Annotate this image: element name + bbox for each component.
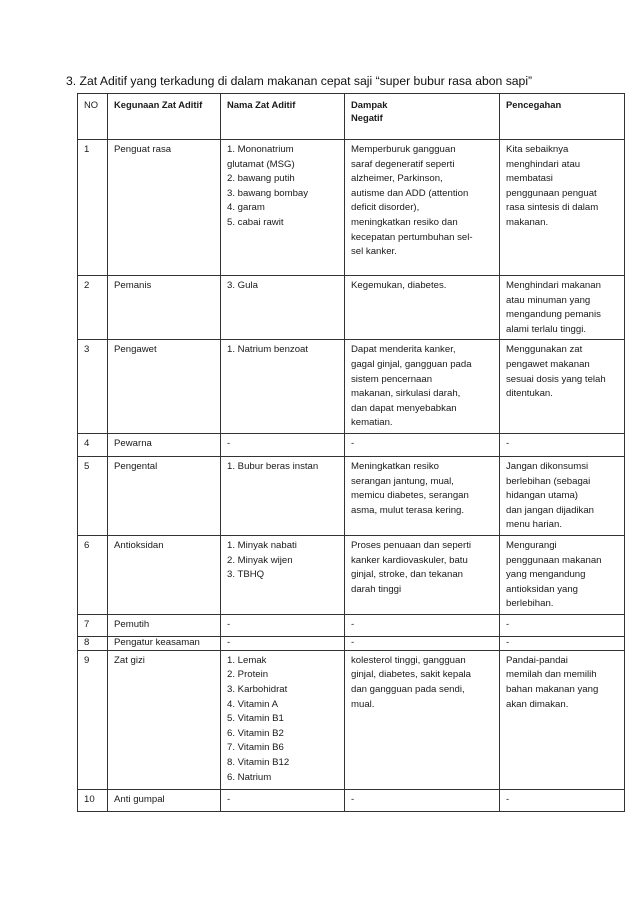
cell-nama-line: 5. cabai rawit (227, 216, 284, 228)
cell-nama-line: 1. Lemak (227, 654, 267, 666)
cell-nama-line: 4. garam (227, 202, 265, 214)
cell-nama (221, 433, 345, 456)
cell-dampak (345, 433, 500, 456)
cell-no: 2 (78, 276, 108, 340)
cell-pencegahan (500, 636, 625, 650)
cell-dampak-line: meningkatkan resiko dan (351, 216, 458, 228)
table-row (78, 140, 625, 276)
cell-dampak (345, 535, 500, 614)
cell-nama (221, 789, 345, 811)
cell-kegunaan: Pemutih (108, 614, 221, 636)
cell-dampak-line: - (351, 793, 355, 805)
cell-pencegahan (500, 340, 625, 434)
cell-dampak-line: - (351, 618, 355, 630)
cell-no: 3 (78, 340, 108, 434)
cell-kegunaan: Pengental (108, 456, 221, 535)
cell-dampak-line: memicu diabetes, serangan (351, 490, 469, 502)
table-row (78, 650, 625, 789)
cell-nama-line: 4. Vitamin A (227, 698, 279, 710)
cell-nama-line: 1. Bubur beras instan (227, 460, 319, 472)
cell-pencegahan-line: - (506, 618, 510, 630)
header-pencegahan: Pencegahan (500, 94, 625, 140)
cell-pencegahan-line: membatasi (506, 173, 553, 185)
cell-dampak (345, 340, 500, 434)
cell-pencegahan-line: alami terlalu tinggi. (506, 323, 586, 335)
cell-dampak-line: asma, mulut terasa kering. (351, 504, 465, 516)
table-row (78, 636, 625, 650)
cell-dampak (345, 636, 500, 650)
cell-nama-line: 2. Protein (227, 669, 269, 681)
cell-nama-line: 2. bawang putih (227, 173, 295, 185)
cell-pencegahan-line: Menghindari makanan (506, 280, 601, 291)
cell-dampak-line: - (351, 437, 355, 449)
header-dampak-line2: Negatif (351, 111, 383, 123)
cell-dampak-line: Dapat menderita kanker, (351, 344, 456, 356)
cell-pencegahan-line: atau minuman yang (506, 294, 591, 306)
cell-nama (221, 614, 345, 636)
cell-no: 5 (78, 456, 108, 535)
cell-dampak-line: Proses penuaan dan seperti (351, 539, 472, 551)
cell-dampak-line: alzheimer, Parkinson, (351, 173, 443, 185)
cell-kegunaan: Anti gumpal (108, 789, 221, 811)
cell-no: 7 (78, 614, 108, 636)
cell-nama-line: - (227, 636, 231, 648)
cell-nama (221, 650, 345, 789)
cell-pencegahan-line: memilah dan memilih (506, 669, 597, 681)
header-no: NO (78, 94, 108, 140)
cell-pencegahan (500, 433, 625, 456)
cell-nama-line: glutamat (MSG) (227, 158, 295, 170)
cell-dampak-line: gagal ginjal, gangguan pada (351, 358, 472, 370)
cell-dampak-line: ginjal, diabetes, sakit kepala (351, 669, 471, 681)
cell-dampak-line: kematian. (351, 417, 393, 429)
cell-dampak-line: sistem pencernaan (351, 373, 433, 385)
cell-no: 1 (78, 140, 108, 276)
cell-no: 8 (78, 636, 108, 650)
cell-pencegahan-line: menu harian. (506, 519, 562, 531)
cell-no: 10 (78, 789, 108, 811)
cell-nama-line: 3. Gula (227, 280, 258, 291)
cell-pencegahan-line: makanan. (506, 216, 549, 228)
cell-dampak-line: Memperburuk gangguan (351, 144, 456, 155)
cell-pencegahan-line: pengawet makanan (506, 358, 590, 370)
cell-dampak-line: mual. (351, 698, 375, 710)
cell-pencegahan (500, 614, 625, 636)
header-dampak-line1: Dampak (351, 99, 388, 110)
cell-pencegahan (500, 140, 625, 276)
cell-kegunaan: Antioksidan (108, 535, 221, 614)
cell-nama (221, 340, 345, 434)
cell-dampak-line: sel kanker. (351, 246, 397, 258)
cell-nama (221, 535, 345, 614)
cell-pencegahan-line: berlebihan (sebagai (506, 475, 591, 487)
cell-pencegahan-line: bahan makanan yang (506, 684, 599, 696)
cell-dampak-line: saraf degeneratif seperti (351, 158, 455, 170)
cell-pencegahan-line: - (506, 636, 510, 648)
cell-kegunaan: Pewarna (108, 433, 221, 456)
cell-pencegahan (500, 650, 625, 789)
cell-kegunaan: Pengawet (108, 340, 221, 434)
cell-nama-line: 7. Vitamin B6 (227, 742, 284, 754)
cell-kegunaan: Penguat rasa (108, 140, 221, 276)
cell-nama-line: - (227, 793, 231, 805)
cell-pencegahan-line: rasa sintesis di dalam (506, 202, 599, 214)
cell-pencegahan-line: antioksidan yang (506, 583, 579, 595)
cell-dampak-line: Meningkatkan resiko (351, 460, 439, 472)
cell-pencegahan-line: berlebihan. (506, 598, 554, 610)
cell-nama-line: 1. Natrium benzoat (227, 344, 309, 356)
cell-pencegahan-line: Pandai-pandai (506, 654, 568, 666)
cell-pencegahan-line: dan jangan dijadikan (506, 504, 595, 516)
cell-dampak-line: makanan, sirkulasi darah, (351, 388, 461, 400)
cell-pencegahan-line: Kita sebaiknya (506, 144, 569, 155)
cell-pencegahan-line: mengandung pemanis (506, 309, 601, 321)
cell-dampak-line: autisme dan ADD (attention (351, 187, 469, 199)
cell-pencegahan-line: Menggunakan zat (506, 344, 583, 356)
cell-pencegahan-line: penggunaan makanan (506, 554, 602, 566)
cell-nama-line: - (227, 618, 231, 630)
table-header-row (78, 94, 625, 140)
cell-nama-line: 1. Minyak nabati (227, 539, 297, 551)
cell-dampak-line: kecepatan pertumbuhan sel- (351, 231, 473, 243)
cell-nama-line: 3. Karbohidrat (227, 684, 288, 696)
cell-nama (221, 276, 345, 340)
section-heading: 3. Zat Aditif yang terkadung di dalam makanan cepat saji “super bubur rasa abon sapi” (66, 74, 533, 88)
table-row (78, 535, 625, 614)
cell-dampak-line: Kegemukan, diabetes. (351, 280, 447, 291)
header-dampak-negatif (345, 94, 500, 140)
cell-nama-line: 3. bawang bombay (227, 187, 309, 199)
cell-nama-line: - (227, 437, 231, 449)
cell-pencegahan-line: - (506, 437, 510, 449)
cell-dampak (345, 789, 500, 811)
cell-dampak-line: dan dapat menyebabkan (351, 402, 457, 414)
cell-kegunaan: Pemanis (108, 276, 221, 340)
cell-nama (221, 140, 345, 276)
cell-pencegahan-line: sesuai dosis yang telah (506, 373, 606, 385)
cell-pencegahan-line: - (506, 793, 510, 805)
cell-nama-line: 8. Vitamin B12 (227, 757, 290, 769)
cell-dampak-line: kanker kardiovaskuler, batu (351, 554, 468, 566)
cell-dampak-line: kolesterol tinggi, gangguan (351, 654, 466, 666)
cell-no: 4 (78, 433, 108, 456)
cell-pencegahan (500, 456, 625, 535)
cell-nama-line: 5. Vitamin B1 (227, 713, 284, 725)
cell-dampak (345, 140, 500, 276)
table-row (78, 276, 625, 340)
cell-nama-line: 1. Mononatrium (227, 144, 294, 155)
cell-pencegahan (500, 789, 625, 811)
table-row (78, 433, 625, 456)
cell-dampak-line: - (351, 636, 355, 648)
cell-dampak-line: darah tinggi (351, 583, 402, 595)
cell-pencegahan-line: Jangan dikonsumsi (506, 460, 589, 472)
header-kegunaan: Kegunaan Zat Aditif (108, 94, 221, 140)
header-nama: Nama Zat Aditif (221, 94, 345, 140)
cell-no: 6 (78, 535, 108, 614)
cell-pencegahan-line: hidangan utama) (506, 490, 579, 502)
cell-dampak (345, 276, 500, 340)
cell-dampak (345, 650, 500, 789)
cell-dampak-line: dan gangguan pada sendi, (351, 684, 465, 696)
cell-nama-line: 2. Minyak wijen (227, 554, 293, 566)
cell-nama-line: 6. Vitamin B2 (227, 727, 284, 739)
cell-kegunaan: Pengatur keasaman (108, 636, 221, 650)
cell-nama-line: 6. Natrium (227, 771, 272, 783)
food-additive-table (77, 93, 625, 812)
cell-pencegahan-line: menghindari atau (506, 158, 581, 170)
cell-nama-line: 3. TBHQ (227, 569, 265, 581)
cell-nama (221, 456, 345, 535)
cell-pencegahan-line: penggunaan penguat (506, 187, 597, 199)
table-row (78, 340, 625, 434)
cell-pencegahan-line: akan dimakan. (506, 698, 569, 710)
table-row (78, 456, 625, 535)
cell-kegunaan: Zat gizi (108, 650, 221, 789)
cell-pencegahan-line: Mengurangi (506, 539, 557, 551)
cell-nama (221, 636, 345, 650)
cell-pencegahan-line: ditentukan. (506, 388, 553, 400)
table-body (78, 140, 625, 812)
cell-pencegahan-line: yang mengandung (506, 569, 586, 581)
table-row (78, 789, 625, 811)
cell-dampak-line: ginjal, stroke, dan tekanan (351, 569, 464, 581)
cell-pencegahan (500, 276, 625, 340)
table-row (78, 614, 625, 636)
cell-pencegahan (500, 535, 625, 614)
cell-dampak-line: serangan jantung, mual, (351, 475, 454, 487)
cell-dampak-line: deficit disorder), (351, 202, 420, 214)
cell-no: 9 (78, 650, 108, 789)
cell-dampak (345, 456, 500, 535)
cell-dampak (345, 614, 500, 636)
